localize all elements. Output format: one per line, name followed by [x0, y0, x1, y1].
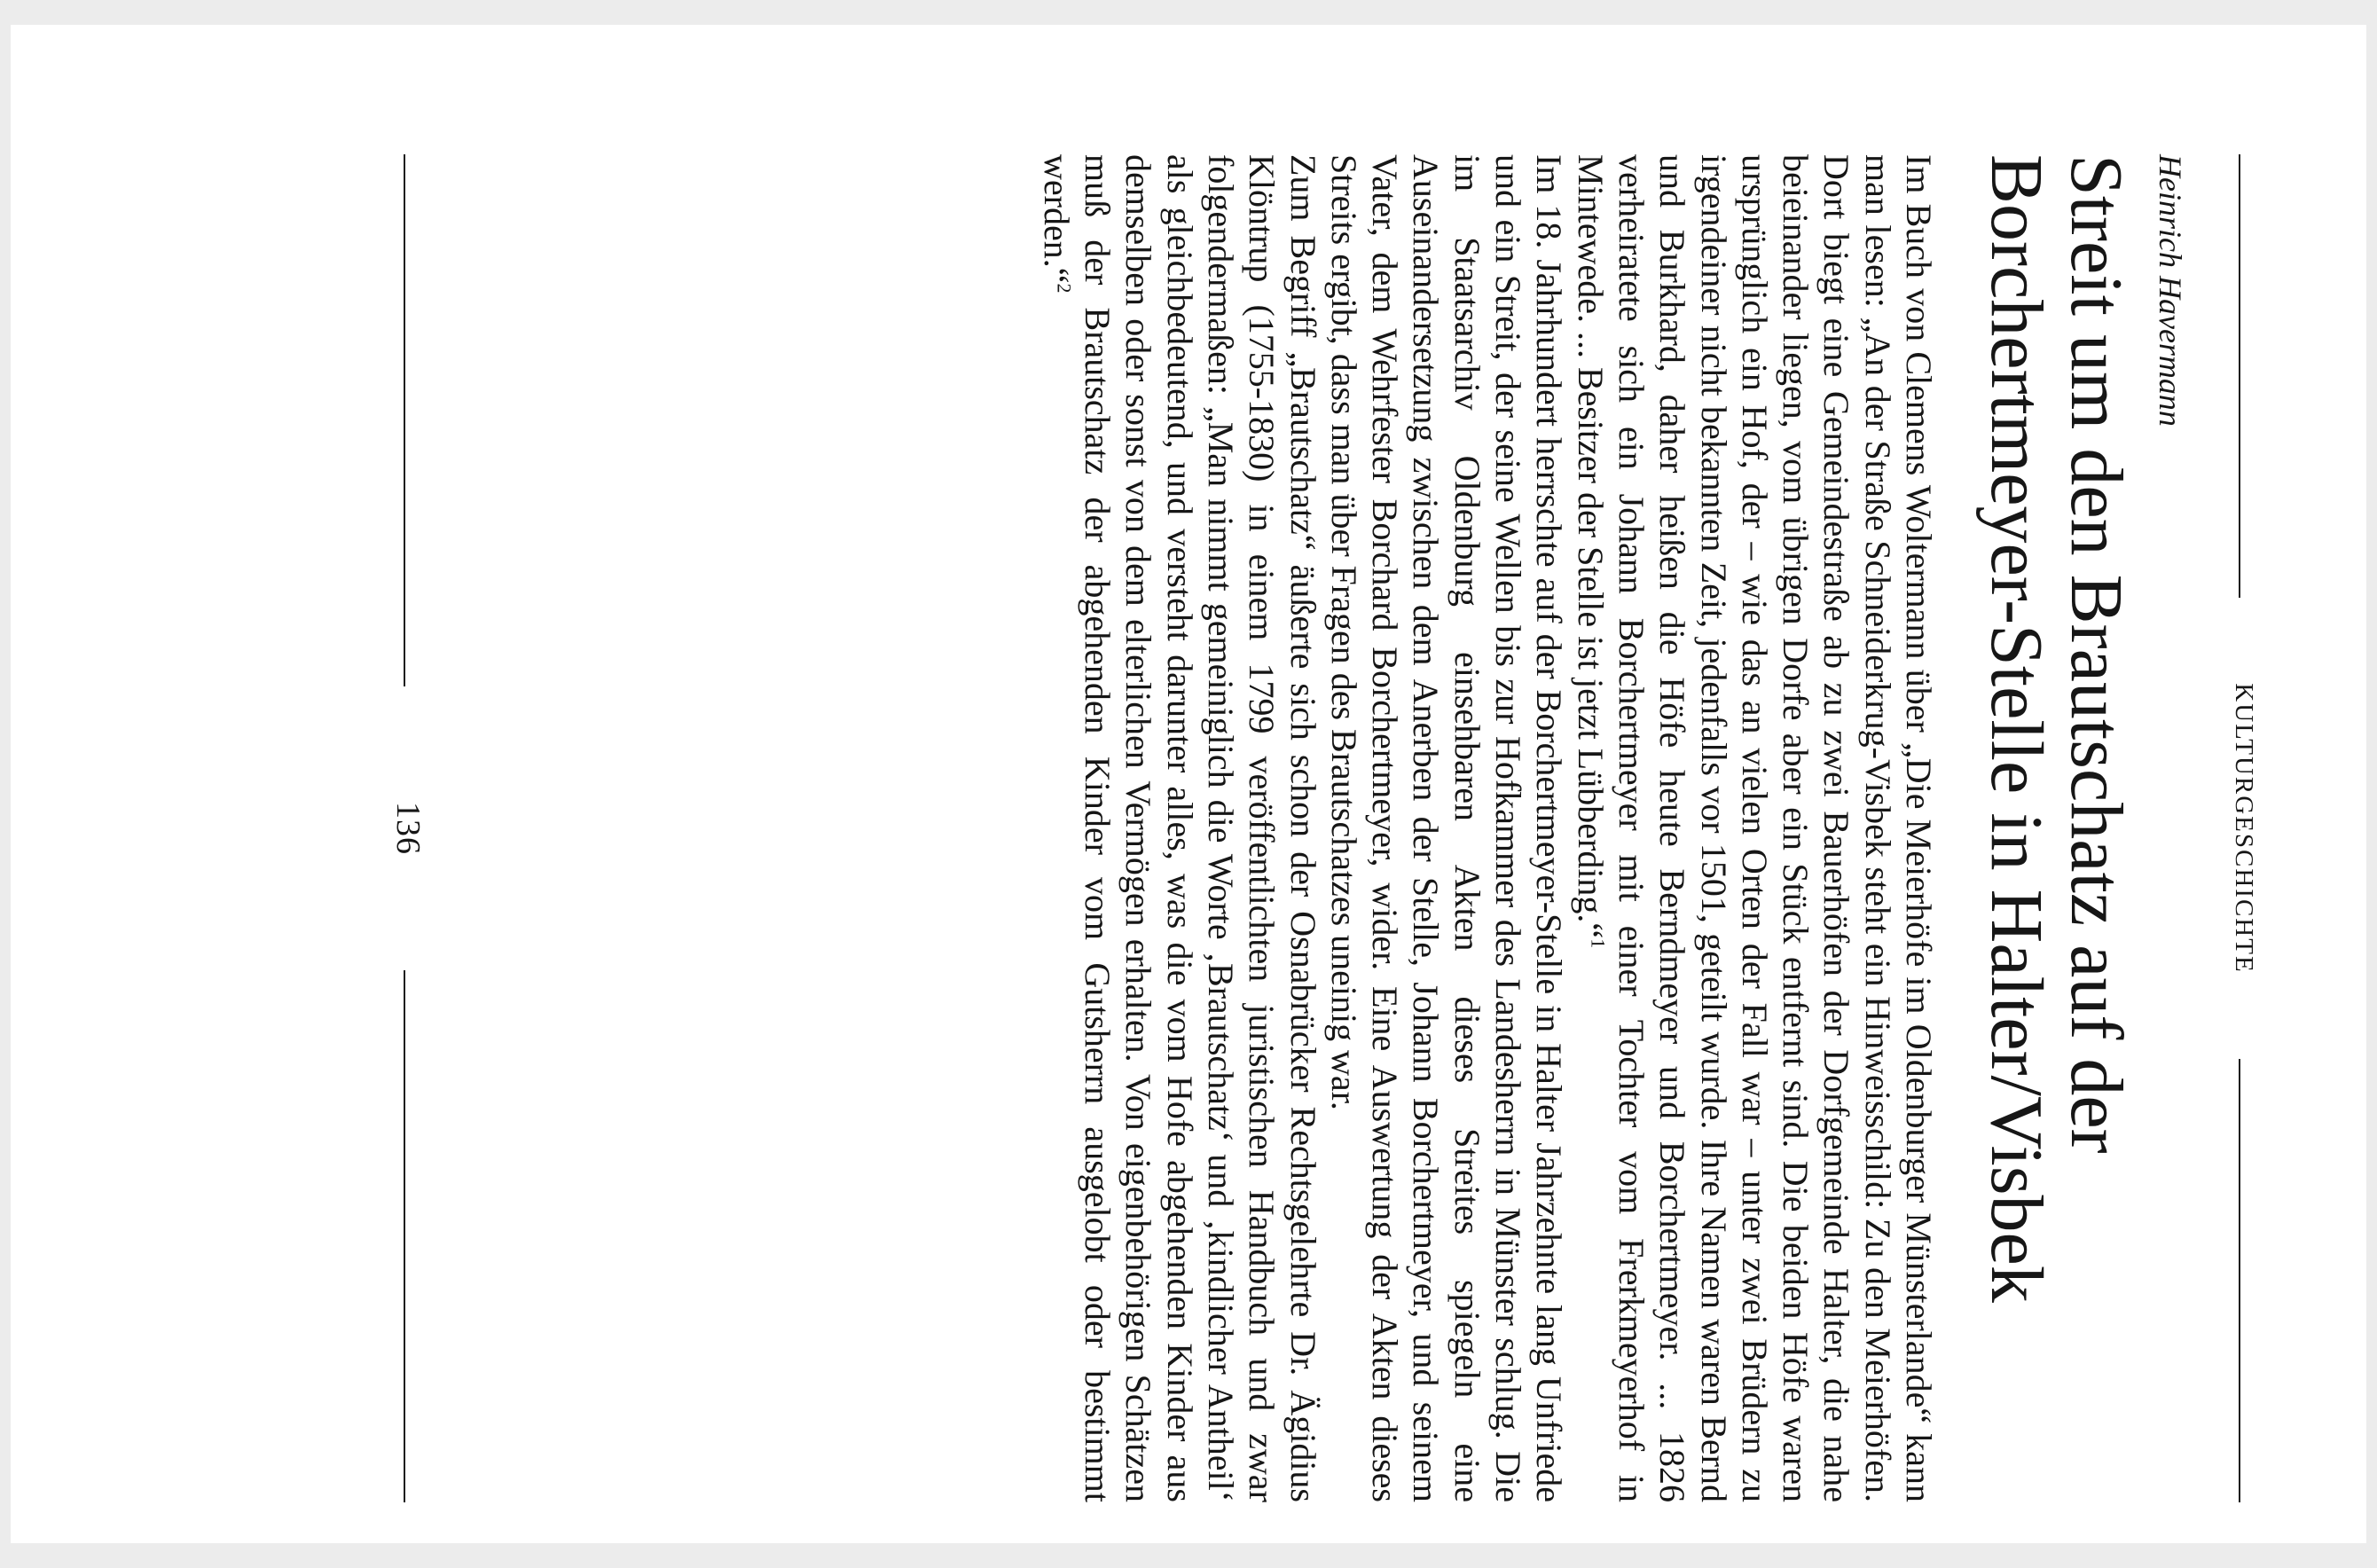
scanned-page	[11, 25, 2366, 1543]
footer-rule-right	[404, 970, 405, 1502]
header-rule-left	[2239, 154, 2240, 598]
title-line-2: Borchertmeyer-Stelle in Halter/Visbek	[1975, 154, 2058, 1303]
header-rule-right	[2239, 1059, 2240, 1502]
title-line-1: Streit um den Brautschatz auf der	[2055, 154, 2138, 1154]
paragraph	[1323, 154, 1570, 1502]
document-page	[282, 154, 2269, 1502]
paragraph-text: Im 18. Jahrhundert herrschte auf der Borchertmeyer-Stelle in Halter Jahrzehnte lang Unfriede und ein Streit, der seine Wellen bis zur Hofkammer des Landesherrn in Münster schlug. Die im Staatsarchiv Oldenburg einsehbaren Akten dieses Streites spiegeln eine Auseinandersetzung zwischen dem Anerben der Stelle, Johann Borchertmeyer, und seinem Vater, dem Wehrfester Borchard Borchertmeyer, wider. Eine Auswertung der Akten dieses Streits ergibt, dass man über Fragen des Brautschatzes uneinig war.	[1323, 154, 1570, 1502]
footnote-marker: 2	[1053, 283, 1076, 294]
section-header: KULTURGESCHICHTE	[2230, 683, 2258, 974]
paragraph	[1035, 154, 1322, 1502]
author-name: Heinrich Havermann	[2153, 154, 2188, 427]
article-title	[1976, 154, 2136, 1502]
footnote-marker: 1	[1586, 938, 1609, 949]
paragraph-text: Im Buch von Clemens Woltermann über „Die Meierhöfe im Oldenburger Münsterlande“ kann man lesen: „An der Straße Schneiderkrug-Visbek steht ein Hinweisschild: Zu den Meierhöfen. Dort biegt eine Gemeindestraße ab zu zwei Bauerhöfen der Dorfgemeinde Halter, die nahe beieinander liegen, vom übrigen Dorfe aber ein Stück entfernt sind. Die beiden Höfe waren ursprünglich ein Hof, der – wie das an vielen Orten der Fall war – unter zwei Brüdern zu irgendeiner nicht bekannten Zeit, jedenfalls vor 1501, geteilt wurde. Ihre Namen waren Bernd und Burkhard, daher heißen die Höfe heute Berndmeyer und Borchertmeyer. ... 1826 verheiratete sich ein Johann Borchertmeyer mit einer Tochter vom Frerkmeyerhof in Mintewede. ... Besitzer der Stelle ist jetzt Lübberding.“	[1570, 154, 1939, 1502]
page-number: 136	[389, 802, 427, 855]
article-body	[1035, 154, 1939, 1502]
footer-rule-left	[404, 154, 405, 686]
paragraph-text: Zum Begriff „Brautschatz“ äußerte sich schon der Osnabrücker Rechtsgelehrte Dr. Ägidius Klöntrup (1755-1830) in einem 1799 veröffentlichten juristischen Handbuch und zwar folgendermaßen: „Man nimmt gemeiniglich die Worte ‚Brautschatz‘ und ‚kindlicher Antheil‘ als gleichbedeutend, und versteht darunter alles, was die vom Hofe abgehenden Kinder aus demselben oder sonst von dem elterlichen Vermögen erhalten. Von eigenbehörigen Schätzen muß der Brautschatz der abgehenden Kinder vom Gutsherrn ausgelobt oder bestimmt werden.“	[1036, 154, 1323, 1502]
paragraph	[1569, 154, 1939, 1502]
